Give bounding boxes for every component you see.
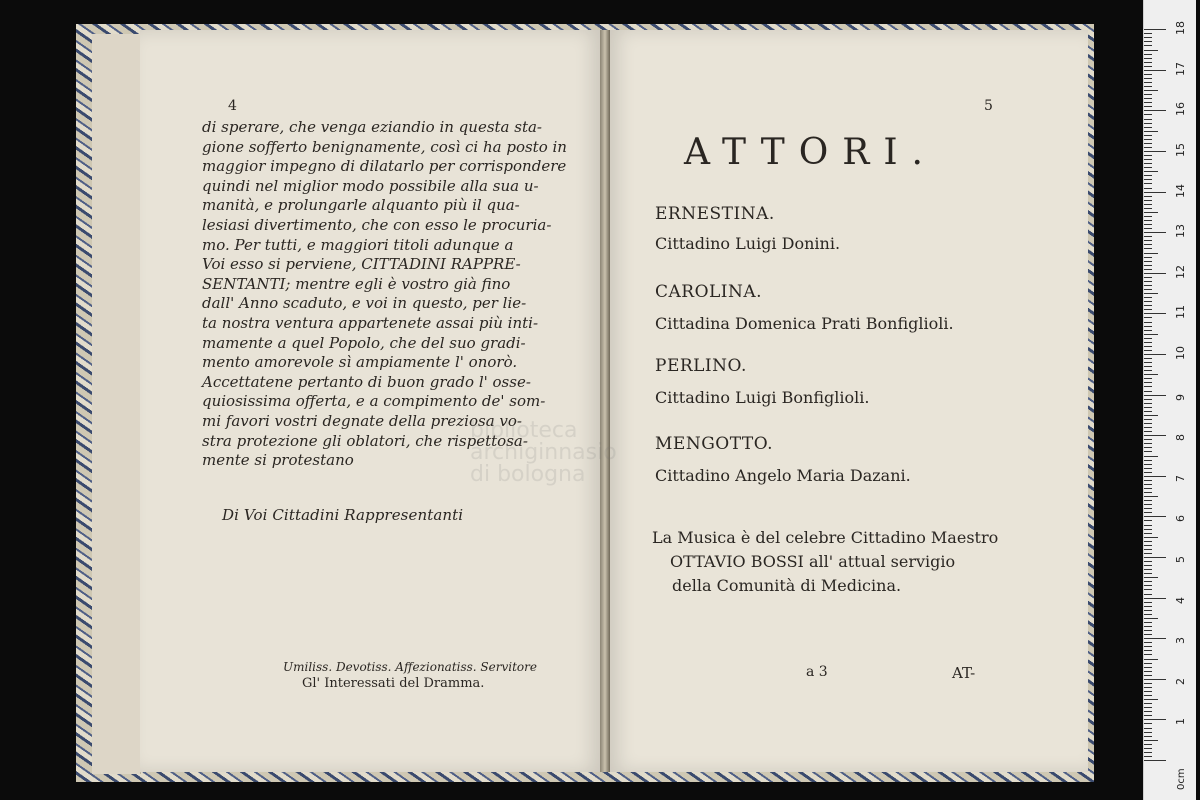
ruler-tick (1144, 403, 1152, 404)
music-credit-line: La Musica è del celebre Cittadino Maestro (652, 528, 999, 547)
dedication-line: mento amorevole sì ampiamente l' onorò. (202, 353, 518, 372)
ruler-tick (1144, 683, 1152, 684)
ruler-tick (1144, 350, 1152, 351)
cast-singer: Cittadino Luigi Donini. (655, 234, 841, 253)
ruler-tick (1144, 699, 1158, 700)
ruler-tick (1144, 143, 1152, 144)
ruler-tick (1144, 415, 1158, 416)
ruler-tick (1144, 309, 1152, 310)
ruler-tick (1144, 273, 1166, 274)
ruler-tick (1144, 330, 1152, 331)
cast-singer: Cittadina Domenica Prati Bonfiglioli. (655, 314, 954, 333)
ruler-tick (1144, 707, 1152, 708)
ruler-tick (1144, 520, 1152, 521)
ruler-tick (1144, 175, 1152, 176)
ruler-tick (1144, 606, 1152, 607)
ruler-tick (1144, 492, 1152, 493)
ruler-tick (1144, 711, 1152, 712)
ruler-tick (1144, 435, 1166, 436)
ruler-tick (1144, 431, 1152, 432)
ruler-tick (1144, 179, 1152, 180)
dedication-line: manità, e prolungarle alquanto più il qua- (202, 196, 520, 215)
ruler-label: 15 (1174, 143, 1187, 157)
page-number-right: 5 (984, 98, 993, 114)
ruler-tick (1144, 516, 1166, 517)
ruler-tick (1144, 728, 1152, 729)
ruler-tick (1144, 236, 1152, 237)
ruler-tick (1144, 208, 1152, 209)
dedication-line: SENTANTI; mentre egli è vostro già fino (202, 274, 511, 293)
ruler-unit: 0cm (1176, 768, 1187, 790)
ruler-tick (1144, 155, 1152, 156)
ruler-tick (1144, 537, 1158, 538)
ruler-tick (1144, 139, 1152, 140)
ruler-tick (1144, 45, 1152, 46)
dedication-line: stra protezione gli oblatori, che rispettosa- (202, 431, 528, 450)
watermark-line: biblioteca (470, 418, 578, 443)
ruler-tick (1144, 151, 1166, 152)
ruler-tick (1144, 500, 1152, 501)
ruler-tick (1144, 293, 1158, 294)
ruler-tick (1144, 691, 1152, 692)
ruler-tick (1144, 488, 1152, 489)
ruler-tick (1144, 131, 1158, 132)
dedication-line: mo. Per tutti, e maggiori titoli adunque a (202, 235, 514, 254)
catchword: AT- (952, 664, 976, 682)
ruler-label: 5 (1174, 556, 1187, 563)
ruler-tick (1144, 98, 1152, 99)
ruler-tick (1144, 443, 1152, 444)
ruler-tick (1144, 464, 1152, 465)
ruler-tick (1144, 183, 1152, 184)
cast-singer: Cittadino Angelo Maria Dazani. (655, 466, 911, 485)
ruler-tick (1144, 119, 1152, 120)
ruler-label: 2 (1174, 677, 1187, 685)
ruler-label: 17 (1174, 61, 1187, 76)
ruler-tick (1144, 618, 1158, 619)
ruler-tick (1144, 447, 1152, 448)
ruler-tick (1144, 94, 1152, 95)
ruler-tick (1144, 719, 1166, 720)
ruler-tick (1144, 127, 1152, 128)
ruler-tick (1144, 269, 1152, 270)
ruler-tick (1144, 382, 1152, 383)
dedication-line: gione sofferto benignamente, così ci ha posto in (202, 137, 567, 156)
ruler-tick (1144, 541, 1152, 542)
dedication-line: maggior impegno di dilatarlo per corrispondere (202, 157, 567, 176)
ruler-tick (1144, 171, 1158, 172)
dedication-line: mi favori vostri degnate della preziosa vo- (202, 411, 522, 430)
ruler-tick (1144, 533, 1152, 534)
ruler-tick (1144, 224, 1152, 225)
ruler-tick (1144, 358, 1152, 359)
ruler-tick (1144, 549, 1152, 550)
music-credit-line: OTTAVIO BOSSI all' attual servigio (670, 552, 956, 571)
music-credit-line: della Comunità di Medicina. (672, 576, 902, 595)
cast-role: ERNESTINA. (655, 204, 775, 224)
ruler-tick (1144, 451, 1152, 452)
ruler-tick (1144, 646, 1152, 647)
ruler-tick (1144, 58, 1152, 59)
ruler-tick (1144, 346, 1152, 347)
ruler-tick (1144, 167, 1152, 168)
ruler-tick (1144, 695, 1152, 696)
ruler-tick (1144, 313, 1166, 314)
ruler-tick (1144, 602, 1152, 603)
ruler-tick (1144, 565, 1152, 566)
ruler-tick (1144, 110, 1166, 111)
ruler-label: 16 (1174, 102, 1187, 117)
ruler-tick (1144, 732, 1152, 733)
ruler-tick (1144, 106, 1152, 107)
ruler-tick (1144, 362, 1152, 363)
ruler-tick (1144, 297, 1152, 298)
ruler-tick (1144, 468, 1152, 469)
dedication-line: quiosissima offerta, e a compimento de' som- (202, 392, 546, 411)
ruler-tick (1144, 679, 1166, 680)
ruler-tick (1144, 569, 1152, 570)
ruler-tick (1144, 66, 1152, 67)
cast-role: MENGOTTO. (655, 434, 774, 454)
watermark-line: di bologna (470, 462, 586, 487)
ruler-label: 4 (1174, 596, 1187, 604)
ruler-tick (1144, 257, 1152, 258)
ruler-tick (1144, 74, 1152, 75)
ruler-tick (1144, 399, 1152, 400)
ruler-tick (1144, 228, 1152, 229)
ruler-tick (1144, 204, 1152, 205)
ruler-tick (1144, 123, 1152, 124)
ruler-tick (1144, 305, 1152, 306)
ruler-tick (1144, 671, 1152, 672)
ruler-tick (1144, 366, 1152, 367)
ruler-tick (1144, 687, 1152, 688)
ruler-tick (1144, 760, 1166, 761)
ruler-label: 8 (1174, 434, 1187, 442)
ruler-tick (1144, 253, 1158, 254)
dedication-line: Voi esso si perviene, CITTADINI RAPPRE- (202, 255, 521, 274)
ruler-tick (1144, 419, 1152, 420)
ruler-tick (1144, 82, 1152, 83)
dedication-line: lesiasi divertimento, che con esso le procuria- (202, 215, 552, 234)
ruler-tick (1144, 220, 1152, 221)
ruler-label: 3 (1174, 637, 1187, 645)
ruler-tick (1144, 41, 1152, 42)
ruler-tick (1144, 29, 1166, 30)
dedication-line: di sperare, che venga eziandio in questa sta- (202, 118, 542, 136)
ruler-tick (1144, 561, 1152, 562)
ruler-tick (1144, 642, 1152, 643)
signature-line-1: Umiliss. Devotiss. Affezionatiss. Servitore (283, 660, 537, 674)
ruler-tick (1144, 301, 1152, 302)
cast-role: PERLINO. (655, 356, 747, 376)
ruler-tick (1144, 411, 1152, 412)
ruler-tick (1144, 326, 1152, 327)
ruler-tick (1144, 667, 1152, 668)
watermark-line: archiginnasio (470, 440, 617, 465)
ruler-tick (1144, 594, 1152, 595)
ruler-tick (1144, 78, 1152, 79)
ruler-tick (1144, 460, 1152, 461)
ruler-tick (1144, 374, 1158, 375)
dedication-line: mamente a quel Popolo, che del suo gradi- (202, 333, 526, 352)
ruler-tick (1144, 163, 1152, 164)
dedication-line: quindi nel miglior modo possibile alla sua u- (202, 176, 539, 195)
ruler-tick (1144, 663, 1152, 664)
ruler-tick (1144, 391, 1152, 392)
ruler-tick (1144, 476, 1166, 477)
library-watermark (470, 420, 617, 486)
ruler-tick (1144, 200, 1152, 201)
ruler-label: 12 (1174, 264, 1187, 279)
ruler-tick (1144, 740, 1158, 741)
ruler-tick (1144, 386, 1152, 387)
ruler-tick (1144, 334, 1158, 335)
ruler-tick (1144, 439, 1152, 440)
ruler-tick (1144, 212, 1158, 213)
ruler-tick (1144, 496, 1158, 497)
ruler-tick (1144, 338, 1152, 339)
signature-line-2: Gl' Interessati del Dramma. (302, 676, 485, 691)
ruler-tick (1144, 244, 1152, 245)
ruler-tick (1144, 553, 1152, 554)
ruler-tick (1144, 756, 1152, 757)
ruler-tick (1144, 622, 1152, 623)
ruler-label: 18 (1174, 21, 1187, 36)
ruler-label: 6 (1174, 515, 1187, 523)
ruler-tick (1144, 86, 1152, 87)
ruler-tick (1144, 529, 1152, 530)
ruler-tick (1144, 589, 1152, 590)
ruler-tick (1144, 715, 1152, 716)
ruler-tick (1144, 317, 1152, 318)
ruler-tick (1144, 135, 1152, 136)
ruler-tick (1144, 634, 1152, 635)
cast-singer: Cittadino Luigi Bonfiglioli. (655, 388, 870, 407)
ruler-tick (1144, 630, 1152, 631)
ruler-tick (1144, 512, 1152, 513)
ruler-tick (1144, 265, 1152, 266)
ruler-label: 14 (1174, 183, 1187, 198)
dedication-line: dall' Anno scaduto, e voi in questo, per lie- (202, 294, 527, 313)
ruler-tick (1144, 610, 1152, 611)
measurement-ruler (1143, 0, 1196, 800)
dedication-line: Accettatene pertanto di buon grado l' osse- (202, 372, 531, 391)
ruler-tick (1144, 159, 1152, 160)
ruler-tick (1144, 277, 1152, 278)
ruler-tick (1144, 557, 1166, 558)
ruler-tick (1144, 736, 1152, 737)
dedication-closing: Di Voi Cittadini Rappresentanti (222, 506, 464, 524)
ruler-label: 10 (1174, 346, 1187, 360)
ruler-tick (1144, 240, 1152, 241)
ruler-tick (1144, 281, 1152, 282)
ruler-label: 1 (1174, 718, 1187, 726)
ruler-label: 9 (1174, 393, 1187, 401)
ruler-tick (1144, 102, 1152, 103)
ruler-tick (1144, 659, 1158, 660)
ruler-tick (1144, 525, 1152, 526)
ruler-tick (1144, 90, 1158, 91)
ruler-tick (1144, 342, 1152, 343)
ruler-tick (1144, 638, 1166, 639)
ruler-tick (1144, 573, 1152, 574)
ruler-tick (1144, 472, 1152, 473)
ruler-tick (1144, 626, 1152, 627)
ruler-tick (1144, 285, 1152, 286)
ruler-tick (1144, 585, 1152, 586)
ruler-tick (1144, 675, 1152, 676)
ruler-tick (1144, 114, 1152, 115)
ruler-tick (1144, 480, 1152, 481)
ruler-tick (1144, 484, 1152, 485)
ruler-tick (1144, 650, 1152, 651)
ruler-tick (1144, 248, 1152, 249)
ruler-tick (1144, 748, 1152, 749)
ruler-tick (1144, 598, 1166, 599)
ruler-tick (1144, 581, 1152, 582)
actors-title: ATTORI. (684, 132, 938, 173)
ruler-tick (1144, 289, 1152, 290)
signature-mark: a 3 (806, 664, 828, 680)
ruler-tick (1144, 188, 1152, 189)
left-flyleaf (92, 34, 141, 774)
ruler-tick (1144, 354, 1166, 355)
ruler-tick (1144, 577, 1158, 578)
ruler-label: 7 (1174, 474, 1187, 482)
ruler-tick (1144, 407, 1152, 408)
ruler-tick (1144, 504, 1152, 505)
ruler-tick (1144, 654, 1152, 655)
ruler-tick (1144, 50, 1158, 51)
ruler-tick (1144, 261, 1152, 262)
ruler-tick (1144, 33, 1152, 34)
page-number-left: 4 (228, 98, 237, 114)
ruler-tick (1144, 370, 1152, 371)
ruler-tick (1144, 54, 1152, 55)
book-gutter (600, 30, 610, 772)
ruler-tick (1144, 508, 1152, 509)
ruler-tick (1144, 614, 1152, 615)
cast-role: CAROLINA. (655, 282, 763, 302)
ruler-tick (1144, 232, 1166, 233)
dedication-line: ta nostra ventura appartenete assai più inti- (202, 313, 539, 332)
ruler-tick (1144, 752, 1152, 753)
ruler-tick (1144, 196, 1152, 197)
ruler-tick (1144, 427, 1152, 428)
ruler-tick (1144, 62, 1152, 63)
ruler-label: 13 (1174, 224, 1187, 239)
ruler-tick (1144, 37, 1152, 38)
ruler-tick (1144, 70, 1166, 71)
ruler-tick (1144, 703, 1152, 704)
ruler-tick (1144, 395, 1166, 396)
ruler-tick (1144, 192, 1166, 193)
ruler-tick (1144, 322, 1152, 323)
ruler-tick (1144, 423, 1152, 424)
ruler-tick (1144, 456, 1158, 457)
ruler-tick (1144, 147, 1152, 148)
dedication-line: mente si protestano (202, 451, 354, 470)
ruler-label: 11 (1174, 305, 1187, 320)
ruler-tick (1144, 723, 1152, 724)
ruler-tick (1144, 216, 1152, 217)
ruler-tick (1144, 744, 1152, 745)
ruler-tick (1144, 545, 1152, 546)
ruler-tick (1144, 378, 1152, 379)
